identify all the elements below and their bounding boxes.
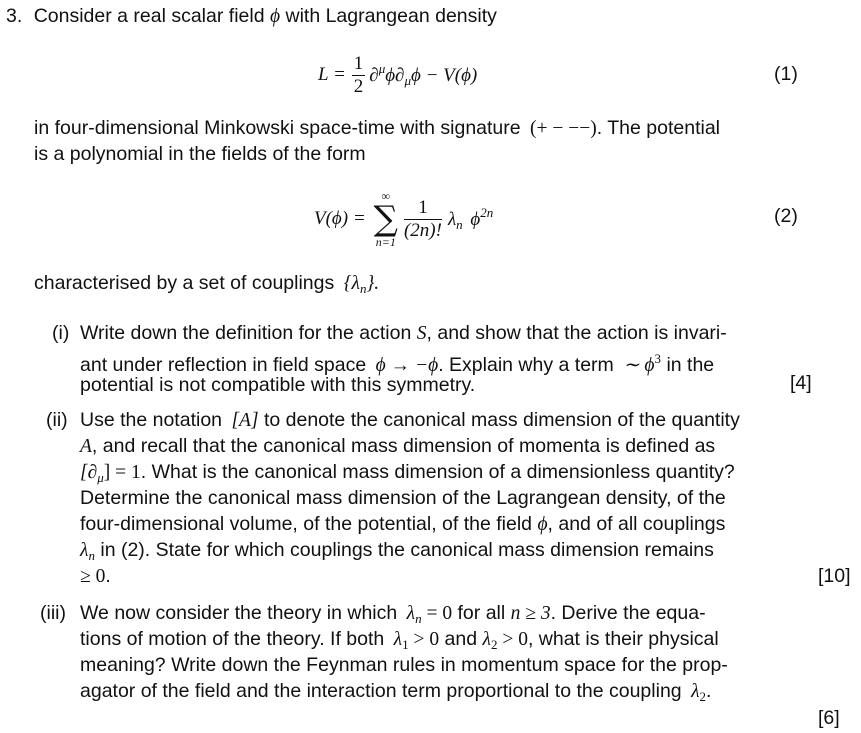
- part-label: (ii): [46, 409, 68, 431]
- part-ii-line: $[\partial_\mu] = 1$. What is the canonical mass dimension of a dimensionless quantity?: [80, 461, 735, 485]
- paragraph-line: is a polynomial in the fields of the form: [34, 143, 366, 165]
- part-iii-line: meaning? Write down the Feynman rules in momentum space for the prop-: [80, 654, 728, 676]
- part-iii-line: agator of the field and the interaction term proportional to the coupling $\lambda_2$.: [80, 680, 712, 704]
- part-label: (i): [52, 322, 70, 344]
- part-i-line: Write down the definition for the action S, and show that the action is invari-: [80, 322, 727, 344]
- equation-2-label: (2): [774, 205, 798, 227]
- part-i-line: ant under reflection in field space ϕ → −ϕ. Explain why a term ∼ $\phi^3$ in the: [80, 351, 715, 376]
- part-ii-line: $\lambda_n$ in (2). State for which couplings the canonical mass dimension remains: [80, 539, 714, 563]
- part-ii-line: Determine the canonical mass dimension of the Lagrangean density, of the: [80, 487, 726, 509]
- part-label: (iii): [40, 602, 66, 624]
- part-ii-line: four-dimensional volume, of the potential, of the field ϕ, and of all couplings: [80, 513, 726, 535]
- sigma-symbol: ∑: [373, 199, 398, 239]
- marks-badge: [4]: [790, 372, 812, 394]
- equation-1: L = $\frac{1}{2}$ $\partial^\mu\phi\partial_\mu\phi - V(\phi)$: [318, 52, 478, 97]
- part-iii-line: tions of motion of the theory. If both $\lambda_1 > 0$ and $\lambda_2 > 0$, what is their physical: [80, 628, 719, 652]
- part-ii-line: Use the notation [A] to denote the canonical mass dimension of the quantity: [80, 409, 740, 431]
- couplings-line: characterised by a set of couplings $\{\lambda_n\}$.: [34, 272, 380, 296]
- equation-2: V(ϕ) = ∞ ∑ n=1 $\frac{1}{(2n)!}$ $\lambda_n$ $\phi^{2n}$: [314, 189, 494, 249]
- equation-1-label: (1): [774, 63, 798, 85]
- part-ii-line: ≥ 0.: [80, 565, 111, 587]
- paragraph-line: in four-dimensional Minkowski space-time with signature (+ − −−). The potential: [34, 117, 721, 139]
- summation: ∞ ∑ n=1: [373, 189, 398, 249]
- eq1-fraction: $\frac{1}{2}$: [353, 52, 364, 97]
- part-i-line: potential is not compatible with this symmetry.: [80, 374, 476, 396]
- question-header: 3. Consider a real scalar field ϕ with Lagrangean density: [6, 5, 497, 27]
- part-ii-line: A, and recall that the canonical mass dimension of momenta is defined as: [80, 435, 716, 457]
- marks-badge: [10]: [818, 565, 851, 587]
- part-iii-line: We now consider the theory in which $\lambda_n = 0$ for all n ≥ 3. Derive the equa-: [80, 602, 706, 626]
- eq2-fraction: $\frac{1}{(2n)!}$: [403, 196, 442, 241]
- marks-badge: [6]: [818, 707, 840, 729]
- question-number: 3.: [6, 5, 23, 27]
